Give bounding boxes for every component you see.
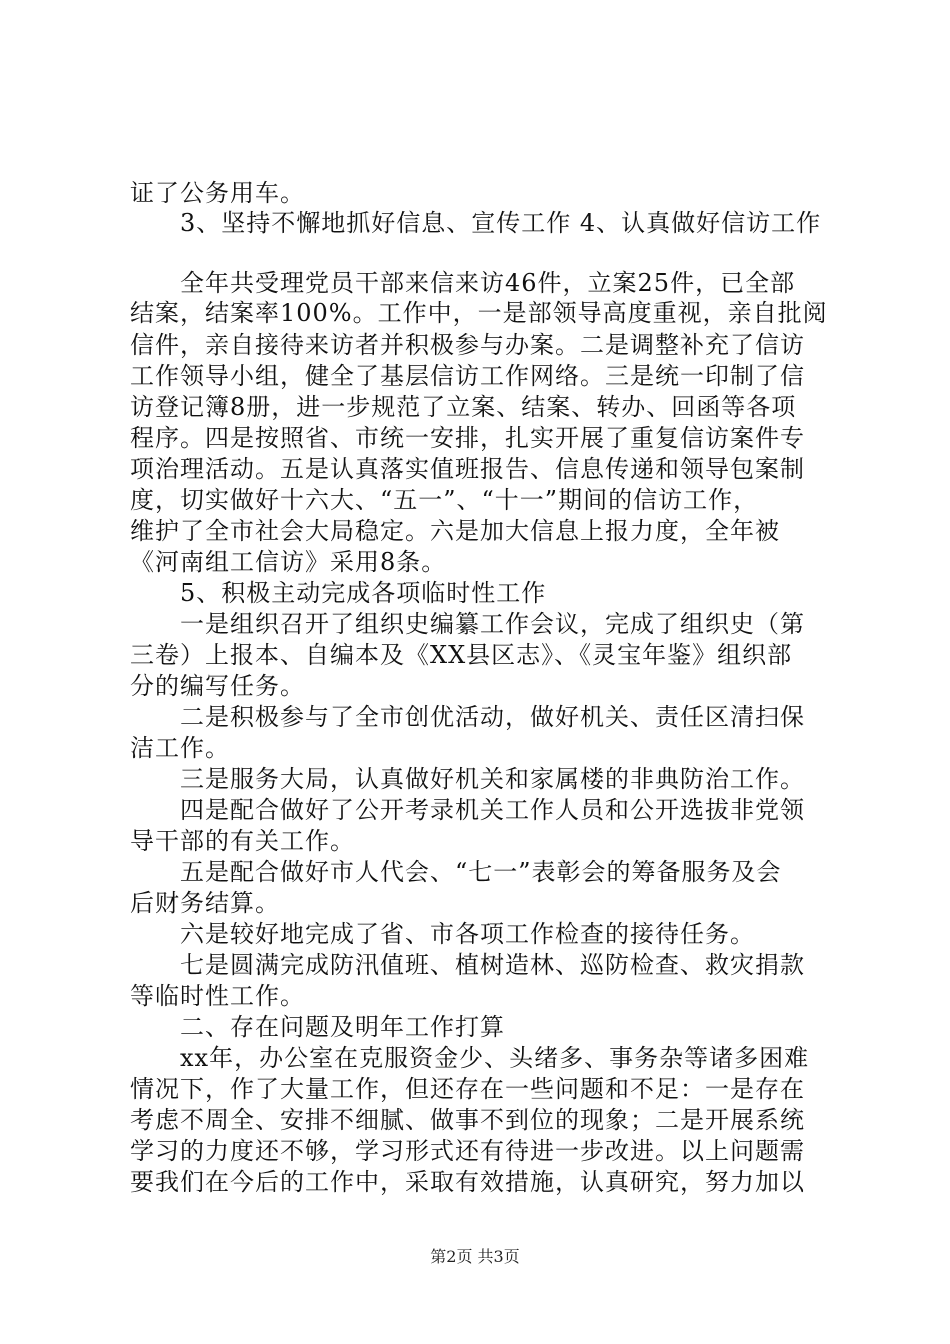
text-line: 四是配合做好了公开考录机关工作人员和公开选拔非党领 [180, 796, 805, 824]
text-line: 要我们在今后的工作中，采取有效措施，认真研究，努力加以 [130, 1168, 805, 1196]
text-line: 等临时性工作。 [130, 982, 305, 1010]
text-line: 学习的力度还不够，学习形式还有待进一步改进。以上问题需 [130, 1137, 805, 1165]
text-line: 三是服务大局，认真做好机关和家属楼的非典防治工作。 [180, 765, 805, 793]
text-line: 二是积极参与了全市创优活动，做好机关、责任区清扫保 [180, 703, 805, 731]
text-line: 后财务结算。 [130, 889, 280, 917]
text-line: 六是较好地完成了省、市各项工作检查的接待任务。 [180, 920, 755, 948]
text-line: 七是圆满完成防汛值班、植树造林、巡防检查、救灾捐款 [180, 951, 805, 979]
text-line: 度，切实做好十六大、“五一”、“十一”期间的信访工作， [130, 486, 759, 514]
section-heading: 5、积极主动完成各项临时性工作 [180, 579, 547, 607]
text-line: 结案，结案率100%。工作中，一是部领导高度重视，亲自批阅 [130, 299, 828, 327]
text-line: 洁工作。 [130, 734, 230, 762]
text-line: 证了公务用车。 [130, 179, 305, 207]
text-line: 全年共受理党员干部来信来访46件，立案25件，已全部 [180, 269, 796, 297]
text-line: 五是配合做好市人代会、“七一”表彰会的筹备服务及会 [180, 858, 782, 886]
text-line: 一是组织召开了组织史编纂工作会议，完成了组织史（第 [180, 610, 805, 638]
text-line: 《河南组工信访》采用8条。 [130, 548, 447, 576]
text-line: 信件，亲自接待来访者并积极参与办案。二是调整补充了信访 [130, 331, 805, 359]
section-heading: 二、存在问题及明年工作打算 [180, 1013, 505, 1041]
text-line: 3、坚持不懈地抓好信息、宣传工作 4、认真做好信访工作 [180, 209, 822, 237]
text-line: 工作领导小组，健全了基层信访工作网络。三是统一印制了信 [130, 362, 805, 390]
text-line: 分的编写任务。 [130, 672, 305, 700]
text-line: 访登记簿8册，进一步规范了立案、结案、转办、回函等各项 [130, 393, 797, 421]
page-number-footer: 第2页 共3页 [430, 1247, 520, 1266]
text-line: 导干部的有关工作。 [130, 827, 355, 855]
text-line: 三卷）上报本、自编本及《XX县区志》、《灵宝年鉴》组织部 [130, 641, 793, 669]
text-line: 考虑不周全、安排不细腻、做事不到位的现象；二是开展系统 [130, 1106, 805, 1134]
text-line: xx年，办公室在克服资金少、头绪多、事务杂等诸多困难 [180, 1044, 810, 1072]
text-line: 项治理活动。五是认真落实值班报告、信息传递和领导包案制 [130, 455, 805, 483]
text-line: 情况下，作了大量工作，但还存在一些问题和不足：一是存在 [130, 1075, 805, 1103]
text-line: 维护了全市社会大局稳定。六是加大信息上报力度，全年被 [130, 517, 780, 545]
text-line: 程序。四是按照省、市统一安排，扎实开展了重复信访案件专 [130, 424, 805, 452]
